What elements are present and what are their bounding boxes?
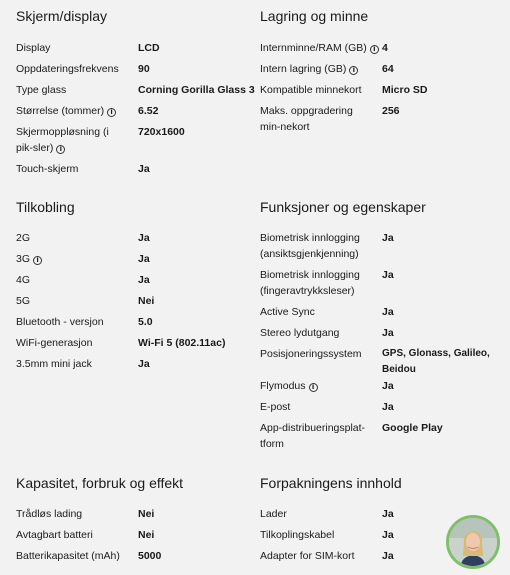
support-avatar[interactable] bbox=[446, 515, 500, 569]
spec-label: Skjermoppløsning (i pik-sler) bbox=[16, 126, 109, 154]
spec-row bbox=[16, 548, 261, 569]
spec-value: Ja bbox=[382, 232, 394, 244]
spec-label: Lader bbox=[260, 508, 287, 520]
spec-row bbox=[260, 230, 505, 267]
spec-value: Nei bbox=[138, 508, 155, 520]
spec-value: Ja bbox=[382, 550, 394, 562]
spec-label: 3G bbox=[16, 253, 31, 265]
spec-label: Biometrisk innlogging (fingeravtrykksleser) bbox=[260, 269, 360, 297]
spec-value: Wi-Fi 5 (802.11ac) bbox=[138, 337, 226, 349]
spec-label: 2G bbox=[16, 232, 31, 244]
spec-value: 90 bbox=[138, 63, 150, 75]
spec-label: Biometrisk innlogging (ansiktsgjenkjenning) bbox=[260, 232, 360, 260]
spec-value: Micro SD bbox=[382, 84, 428, 96]
spec-row bbox=[16, 356, 261, 377]
spec-label: Kompatible minnekort bbox=[260, 84, 362, 96]
section-features bbox=[260, 197, 505, 457]
info-circle-icon[interactable]: i bbox=[33, 256, 42, 265]
spec-value: Nei bbox=[138, 295, 155, 307]
section-title-features: Funksjoner og egenskaper bbox=[260, 199, 426, 215]
spec-value: Ja bbox=[382, 327, 394, 339]
spec-row bbox=[16, 335, 261, 356]
spec-value: GPS, Glonass, Galileo, Beidou bbox=[382, 348, 490, 375]
spec-row bbox=[16, 272, 261, 293]
spec-value: 5000 bbox=[138, 550, 162, 562]
spec-row bbox=[16, 40, 261, 61]
spec-row bbox=[260, 420, 505, 457]
spec-label: Maks. oppgradering min-nekort bbox=[260, 105, 353, 133]
spec-label: Display bbox=[16, 42, 51, 54]
spec-label: Touch-skjerm bbox=[16, 163, 79, 175]
spec-label: Type glass bbox=[16, 84, 67, 96]
spec-row bbox=[260, 325, 505, 346]
spec-row bbox=[260, 378, 505, 399]
spec-value: Ja bbox=[382, 529, 394, 541]
spec-label: Posisjoneringssystem bbox=[260, 348, 362, 360]
spec-row bbox=[16, 251, 261, 272]
spec-label: Oppdateringsfrekvens bbox=[16, 63, 119, 75]
spec-value: Google Play bbox=[382, 422, 443, 434]
spec-value: 5.0 bbox=[138, 316, 153, 328]
spec-value: Ja bbox=[382, 508, 394, 520]
spec-value: 4 bbox=[382, 42, 388, 54]
spec-label: Active Sync bbox=[260, 306, 315, 318]
spec-value: Corning Gorilla Glass 3 bbox=[138, 84, 255, 96]
spec-row bbox=[16, 293, 261, 314]
spec-row bbox=[260, 399, 505, 420]
spec-value: Ja bbox=[138, 253, 150, 265]
spec-label: Bluetooth - versjon bbox=[16, 316, 104, 328]
spec-label: Intern lagring (GB) bbox=[260, 63, 347, 75]
spec-value: 256 bbox=[382, 105, 400, 117]
section-capacity bbox=[16, 473, 261, 569]
section-title-display: Skjerm/display bbox=[16, 8, 108, 24]
spec-value: Ja bbox=[382, 306, 394, 318]
info-circle-icon[interactable]: i bbox=[349, 66, 358, 75]
spec-label: Stereo lydutgang bbox=[260, 327, 340, 339]
spec-label: Trådløs lading bbox=[16, 508, 83, 520]
spec-label: Flymodus bbox=[260, 380, 306, 392]
spec-row bbox=[16, 506, 261, 527]
section-display bbox=[16, 6, 261, 182]
info-circle-icon[interactable]: i bbox=[370, 45, 379, 54]
spec-row bbox=[260, 304, 505, 325]
spec-label: App-distribueringsplat-tform bbox=[260, 422, 366, 450]
spec-value: Ja bbox=[382, 401, 394, 413]
spec-label: Tilkoplingskabel bbox=[260, 529, 335, 541]
spec-label: Internminne/RAM (GB) bbox=[260, 42, 367, 54]
spec-label: Størrelse (tommer) bbox=[16, 105, 105, 117]
section-title-capacity: Kapasitet, forbruk og effekt bbox=[16, 475, 184, 491]
spec-row bbox=[260, 61, 505, 82]
spec-row bbox=[260, 40, 505, 61]
section-title-storage: Lagring og minne bbox=[260, 8, 369, 24]
spec-row bbox=[260, 82, 505, 103]
spec-row bbox=[260, 267, 505, 304]
spec-row bbox=[16, 230, 261, 251]
spec-value: 64 bbox=[382, 63, 394, 75]
spec-label: Adapter for SIM-kort bbox=[260, 550, 355, 562]
spec-label: E-post bbox=[260, 401, 291, 413]
person-icon bbox=[449, 518, 497, 566]
spec-row bbox=[16, 61, 261, 82]
spec-row bbox=[260, 346, 505, 378]
info-circle-icon[interactable]: i bbox=[56, 145, 65, 154]
spec-value: LCD bbox=[138, 42, 160, 54]
info-circle-icon[interactable]: i bbox=[107, 108, 116, 117]
spec-label: WiFi-generasjon bbox=[16, 337, 93, 349]
section-storage bbox=[260, 6, 505, 140]
spec-value: Ja bbox=[138, 163, 150, 175]
spec-row bbox=[16, 527, 261, 548]
spec-value: 720x1600 bbox=[138, 126, 185, 138]
spec-row bbox=[16, 161, 261, 182]
spec-row bbox=[16, 82, 261, 103]
spec-label: Batterikapasitet (mAh) bbox=[16, 550, 120, 562]
spec-value: Ja bbox=[382, 269, 394, 281]
spec-row bbox=[16, 103, 261, 124]
spec-row bbox=[16, 124, 261, 161]
spec-value: Nei bbox=[138, 529, 155, 541]
spec-label: 3.5mm mini jack bbox=[16, 358, 92, 370]
section-title-connectivity: Tilkobling bbox=[16, 199, 75, 215]
spec-row bbox=[16, 314, 261, 335]
spec-value: Ja bbox=[138, 274, 150, 286]
spec-value: Ja bbox=[382, 380, 394, 392]
spec-value: 6.52 bbox=[138, 105, 159, 117]
info-circle-icon[interactable]: i bbox=[309, 383, 318, 392]
spec-label: 5G bbox=[16, 295, 31, 307]
spec-row bbox=[260, 103, 505, 140]
spec-value: Ja bbox=[138, 232, 150, 244]
spec-label: Avtagbart batteri bbox=[16, 529, 93, 541]
spec-label: 4G bbox=[16, 274, 31, 286]
spec-value: Ja bbox=[138, 358, 150, 370]
section-connectivity bbox=[16, 197, 261, 377]
section-title-package: Forpakningens innhold bbox=[260, 475, 402, 491]
